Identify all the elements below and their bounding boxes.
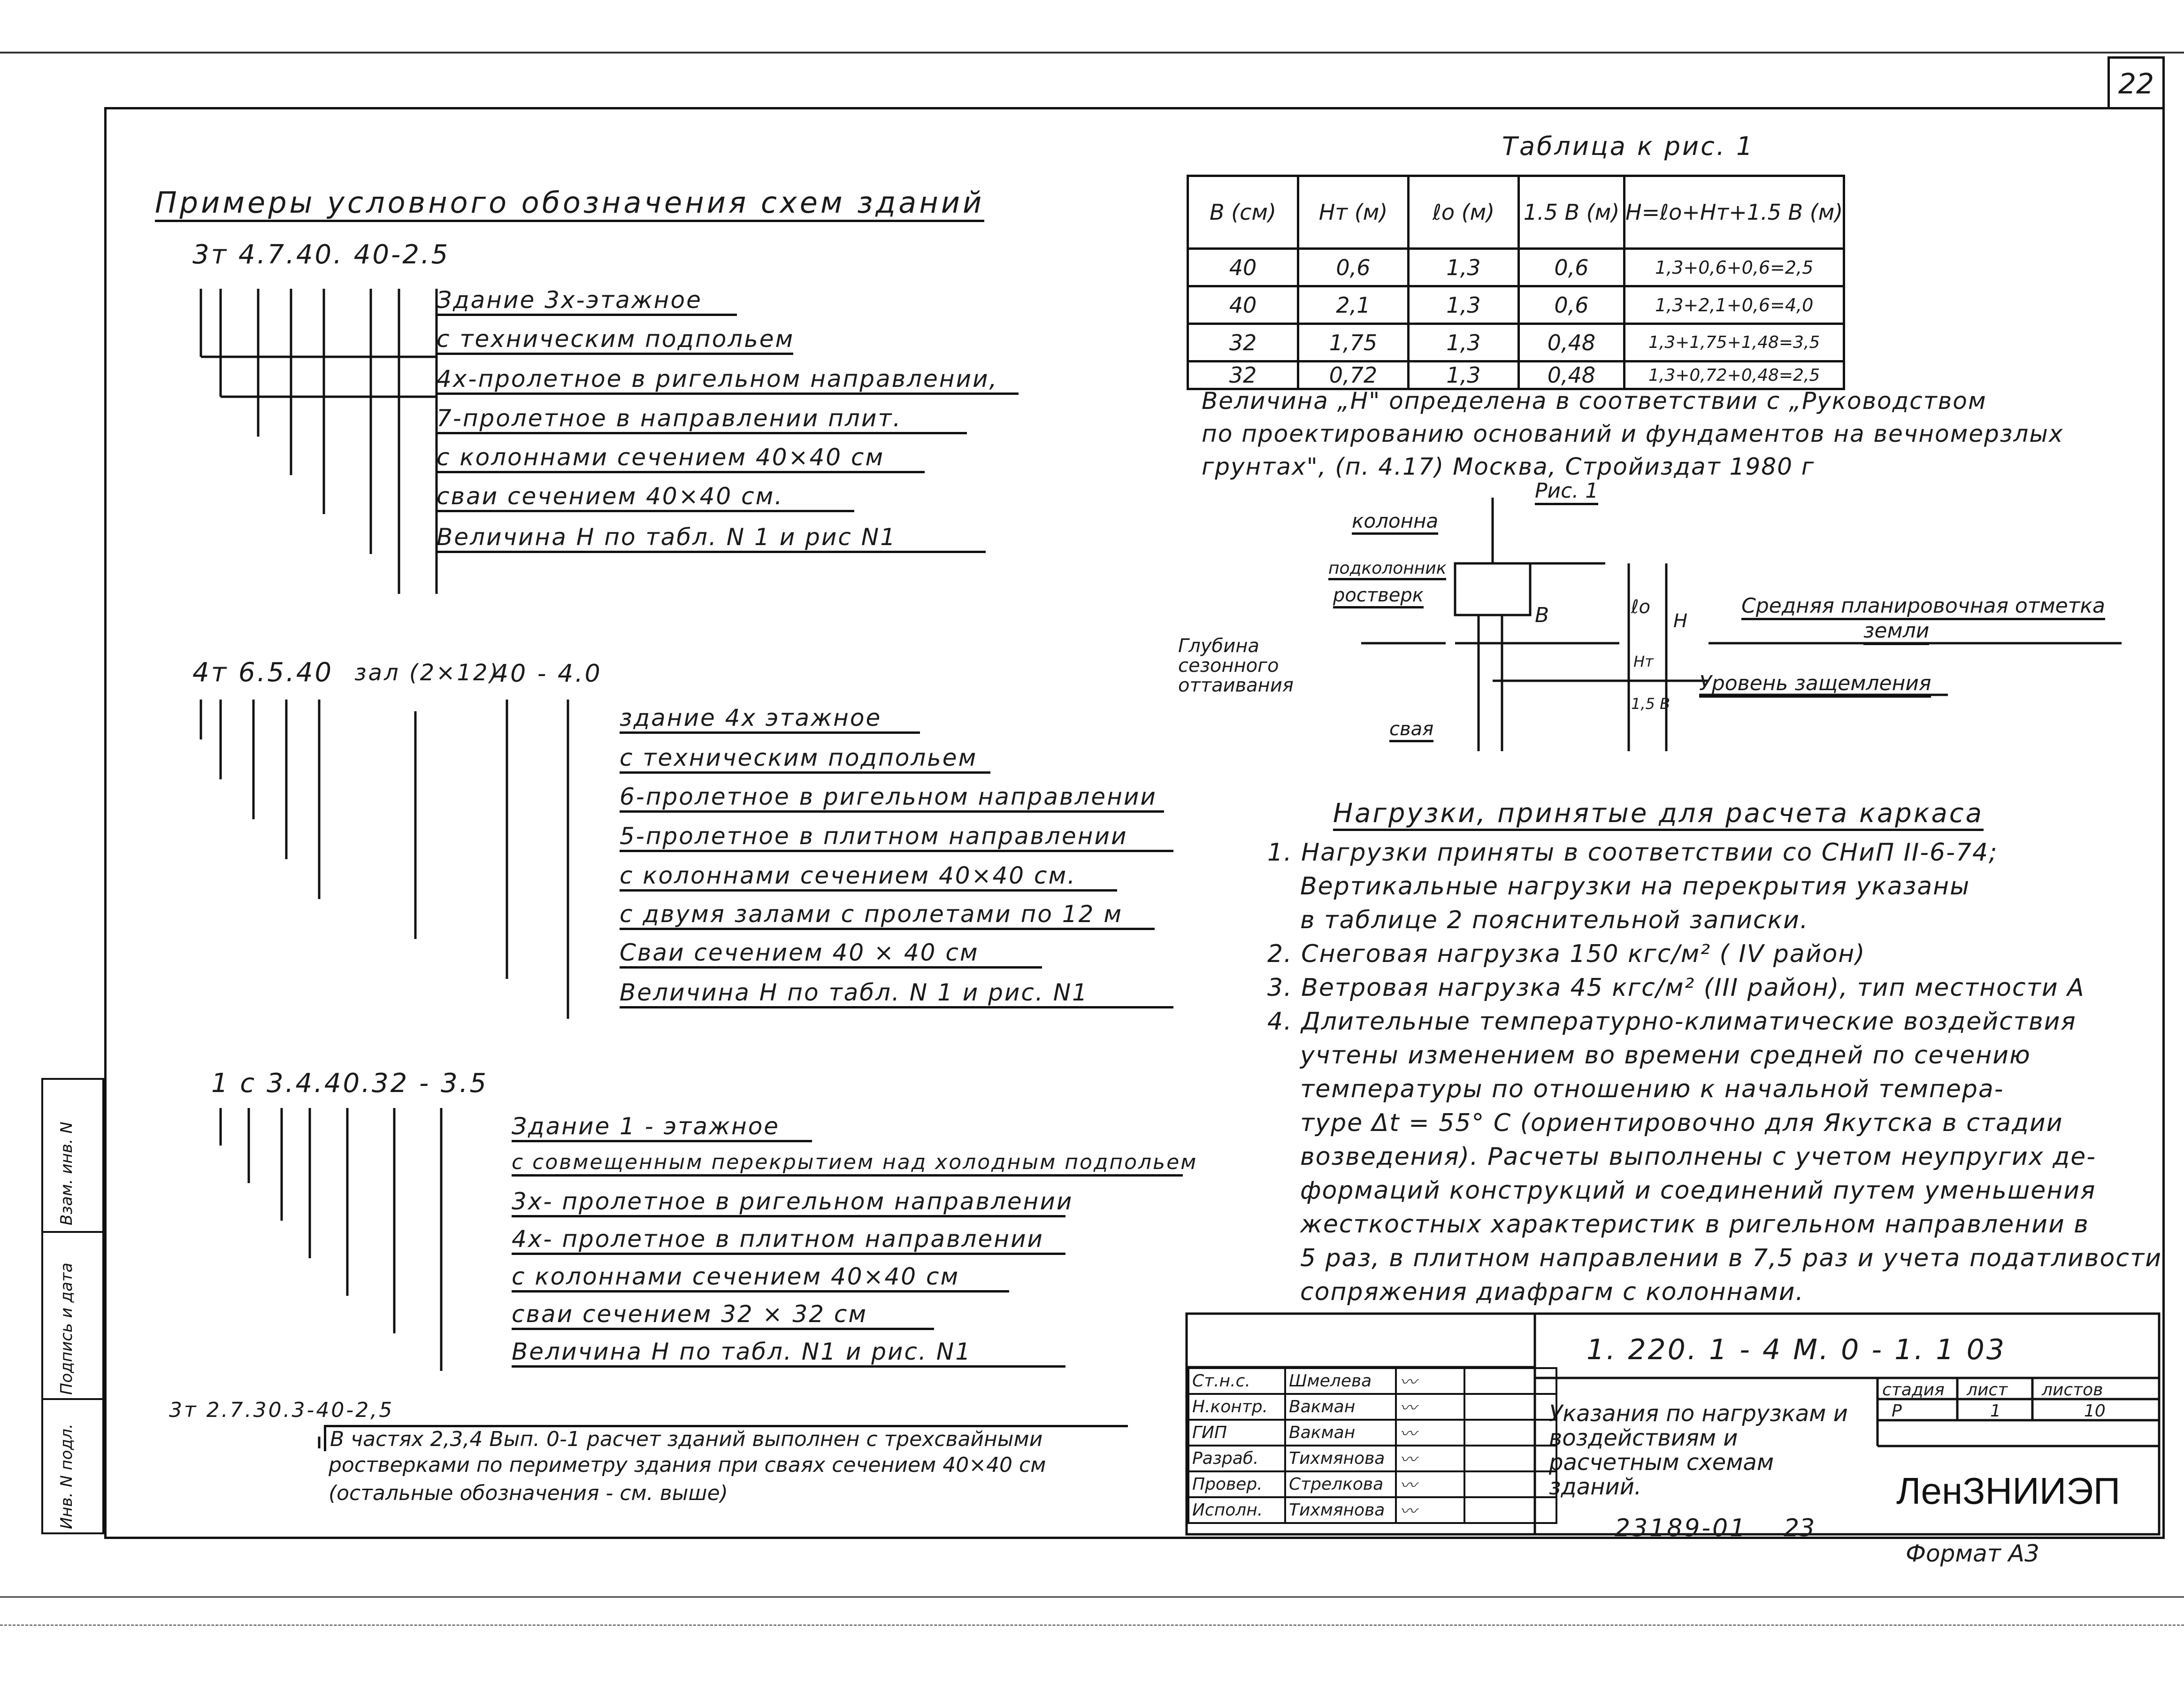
fig-lo: ℓо: [1631, 596, 1650, 618]
ex3-line-7: Величина Н по табл. N1 и рис. N1: [512, 1338, 1065, 1368]
data-table: [1187, 175, 1845, 390]
ex2-line-2: с техническим подпольем: [620, 744, 990, 774]
archive-page: 23: [1784, 1514, 1815, 1542]
ex2-line-8: Величина Н по табл. N 1 и рис. N1: [620, 979, 1173, 1008]
table-cell: 1,3+1,75+1,48=3,5: [1625, 324, 1844, 362]
table-header-lo: ℓо (м): [1409, 176, 1519, 249]
fig-h: Н: [1673, 610, 1688, 632]
signer-role: ГИП: [1188, 1420, 1285, 1446]
table-cell: 0,48: [1519, 324, 1625, 362]
table-title: Таблица к рис. 1: [1502, 131, 1755, 161]
fig-zemli: земли: [1863, 619, 1929, 645]
loads-item: формаций конструкций и соединений путем уменьшения: [1300, 1177, 2096, 1205]
fig-kolonna: колонна: [1352, 509, 1438, 535]
format-label: Формат А3: [1906, 1540, 2039, 1567]
ex3-code: 1 с 3.4.40.32 - 3.5: [211, 1068, 489, 1099]
signers-table: [1188, 1367, 1557, 1524]
ex2-line-3: 6-пролетное в ригельном направлении: [620, 783, 1164, 813]
table-header-b: В (см): [1188, 176, 1298, 249]
stamp-sheet-header: лист: [1967, 1380, 2008, 1400]
fig-b: В: [1535, 603, 1549, 627]
signature: 〰: [1396, 1497, 1464, 1523]
fig-15b: 1,5 В: [1631, 695, 1671, 713]
ex2-line-4: 5-пролетное в плитном направлении: [620, 823, 1173, 852]
table-cell: 0,48: [1519, 362, 1625, 389]
signer-name: Тихмянова: [1285, 1497, 1396, 1523]
ex4-code: 3т 2.7.30.3-40-2,5: [169, 1398, 394, 1422]
fig-glubina-3: оттаивания: [1178, 675, 1294, 696]
table-cell: 40: [1188, 286, 1298, 324]
date-cell: [1464, 1471, 1556, 1497]
table-cell: 32: [1188, 324, 1298, 362]
table-cell: 1,3: [1409, 249, 1519, 286]
table-cell: 0,72: [1298, 362, 1409, 389]
fig-rostverk: ростверк: [1333, 585, 1424, 608]
ex4-line-2: ростверками по периметру здания при сваях сечением 40×40 см: [329, 1453, 1046, 1477]
table-cell: 1,3: [1409, 286, 1519, 324]
loads-item: возведения). Расчеты выполнены с учетом неупругих де-: [1300, 1143, 2096, 1171]
table-cell: 1,3: [1409, 324, 1519, 362]
loads-item: туре Δt = 55° С (ориентировочно для Якутска в стадии: [1300, 1109, 2063, 1137]
signer-role: Н.контр.: [1188, 1394, 1285, 1420]
ex4-line-1: В частях 2,3,4 Вып. 0-1 расчет зданий выполнен с трехсвайными: [324, 1425, 1128, 1451]
table-cell: 0,6: [1519, 286, 1625, 324]
stamp-sheets-header: листов: [2042, 1380, 2103, 1400]
signer-name: Вакман: [1285, 1420, 1396, 1446]
stamp-sheet-no: 1: [1990, 1401, 2001, 1421]
ex3-line-4: 4х- пролетное в плитном направлении: [512, 1225, 1065, 1255]
signer-role: Провер.: [1188, 1471, 1285, 1497]
signer-name: Шмелева: [1285, 1368, 1396, 1394]
ex1-line-1: Здание 3х-этажное: [437, 286, 737, 316]
stamp-stage-header: стадия: [1882, 1380, 1945, 1400]
signer-row: [1188, 1368, 1556, 1394]
table-row: [1188, 324, 1844, 362]
side-vzam: Взам. инв. N: [57, 1122, 76, 1225]
signer-name: Тихмянова: [1285, 1446, 1396, 1471]
ex1-line-5: с колоннами сечением 40×40 см: [437, 444, 925, 473]
fig-podkolonnik: подколонник: [1328, 559, 1446, 580]
sheet-number: 22: [2107, 56, 2165, 109]
fig-glubina-2: сезонного: [1178, 655, 1279, 677]
signature: 〰: [1396, 1446, 1464, 1471]
ex3-line-1: Здание 1 - этажное: [512, 1113, 812, 1142]
stamp-sheets-total: 10: [2084, 1401, 2106, 1421]
loads-list: [1267, 836, 2162, 1309]
loads-title: Нагрузки, принятые для расчета каркаса: [1333, 798, 1984, 831]
fig-srednyaya: Средняя планировочная отметка: [1741, 594, 2105, 620]
loads-item: Вертикальные нагрузки на перекрытия указаны: [1300, 872, 1970, 900]
table-cell: 1,75: [1298, 324, 1409, 362]
examples-title: Примеры условного обозначения схем зданий: [155, 185, 984, 222]
ex4-line-3: (остальные обозначения - см. выше): [329, 1481, 728, 1505]
ex1-line-3: 4х-пролетное в ригельном направлении,: [437, 365, 1019, 395]
signer-row: [1188, 1394, 1556, 1420]
signature: 〰: [1396, 1420, 1464, 1446]
signer-row: [1188, 1497, 1556, 1523]
ex2-line-5: с колоннами сечением 40×40 см.: [620, 862, 1117, 892]
loads-item: 4. Длительные температурно-климатические воздействия: [1267, 1008, 2077, 1036]
signer-row: [1188, 1471, 1556, 1497]
ex3-line-2: с совмещенным перекрытием над холодным подпольем: [512, 1150, 1183, 1177]
archive-no: 23189-01: [1615, 1514, 1747, 1542]
ex1-line-4: 7-пролетное в направлении плит.: [437, 405, 967, 434]
ex1-line-6: сваи сечением 40×40 см.: [437, 483, 854, 512]
date-cell: [1464, 1497, 1556, 1523]
signer-row: [1188, 1446, 1556, 1471]
table-header-15b: 1.5 В (м): [1519, 176, 1625, 249]
loads-item: сопряжения диафрагм с колоннами.: [1300, 1278, 1804, 1306]
table-note-2: по проектированию оснований и фундаментов на вечномерзлых: [1202, 420, 2064, 447]
table-row: [1188, 249, 1844, 286]
ex3-line-5: с колоннами сечением 40×40 см: [512, 1263, 1009, 1293]
table-cell: 1,3+0,6+0,6=2,5: [1625, 249, 1844, 286]
table-header-h: Н=ℓо+Нт+1.5 В (м): [1625, 176, 1844, 249]
ex2-code-end: 40 - 4.0: [493, 660, 602, 688]
signer-role: Исполн.: [1188, 1497, 1285, 1523]
stamp-title: Указания по нагрузкам и воздействиям и расчетным схемам зданий.: [1549, 1400, 1848, 1500]
table-note-1: Величина „Н" определена в соответствии с „Руководством: [1202, 387, 1987, 415]
stamp-stage: Р: [1892, 1401, 1902, 1421]
side-inv: Инв. N подл.: [57, 1423, 76, 1529]
fig-ht: Нт: [1633, 653, 1654, 670]
signer-name: Стрелкова: [1285, 1471, 1396, 1497]
fig-glubina-1: Глубина: [1178, 635, 1259, 657]
loads-item: 5 раз, в плитном направлении в 7,5 раз и учета податливости: [1300, 1244, 2162, 1272]
table-cell: 1,3+2,1+0,6=4,0: [1625, 286, 1844, 324]
fig-caption: Рис. 1: [1535, 479, 1598, 505]
signer-role: Разраб.: [1188, 1446, 1285, 1471]
table-cell: 32: [1188, 362, 1298, 389]
ex1-line-2: с техническим подпольем: [437, 325, 793, 355]
table-cell: 40: [1188, 249, 1298, 286]
date-cell: [1464, 1420, 1556, 1446]
loads-item: учтены изменением во времени средней по сечению: [1300, 1041, 2031, 1069]
table-cell: 0,6: [1519, 249, 1625, 286]
ex2-line-7: Сваи сечением 40 × 40 см: [620, 939, 1042, 969]
fig-svaya: свая: [1389, 718, 1433, 742]
signer-name: Вакман: [1285, 1394, 1396, 1420]
loads-item: температуры по отношению к начальной темпера-: [1300, 1075, 2004, 1103]
table-header-row: [1188, 176, 1844, 249]
fig-uroven: Уровень защемления: [1699, 671, 1931, 698]
loads-item: 2. Снеговая нагрузка 150 кгс/м² ( IV район): [1267, 940, 1866, 968]
table-cell: 0,6: [1298, 249, 1409, 286]
table-note-3: грунтах", (п. 4.17) Москва, Стройиздат 1980 г: [1202, 453, 1815, 480]
date-cell: [1464, 1394, 1556, 1420]
ex3-line-3: 3х- пролетное в ригельном направлении: [512, 1188, 1065, 1217]
ex2-code-mid: зал (2×12): [354, 660, 500, 686]
table-header-ht: Нт (м): [1298, 176, 1409, 249]
loads-item: жесткостных характеристик в ригельном направлении в: [1300, 1210, 2089, 1239]
ex2-line-6: с двумя залами с пролетами по 12 м: [620, 900, 1155, 930]
loads-item: 1. Нагрузки приняты в соответствии со СНиП II-6-74;: [1267, 839, 1998, 867]
signature: 〰: [1396, 1394, 1464, 1420]
ex2-line-1: здание 4х этажное: [620, 704, 920, 734]
signature: 〰: [1396, 1368, 1464, 1394]
stamp-org: ЛенЗНИИЭП: [1896, 1470, 2121, 1512]
ex3-line-6: сваи сечением 32 × 32 см: [512, 1300, 934, 1330]
fig-glubina: [1178, 636, 1294, 695]
table-cell: 2,1: [1298, 286, 1409, 324]
date-cell: [1464, 1368, 1556, 1394]
ex2-code: 4т 6.5.40: [192, 657, 334, 688]
table-cell: 1,3: [1409, 362, 1519, 389]
signer-role: Ст.н.с.: [1188, 1368, 1285, 1394]
signature: 〰: [1396, 1471, 1464, 1497]
side-podpis: Подпись и дата: [57, 1262, 76, 1395]
loads-item: в таблице 2 пояснительной записки.: [1300, 906, 1809, 934]
signer-row: [1188, 1420, 1556, 1446]
ex1-line-7: Величина Н по табл. N 1 и рис N1: [437, 523, 986, 553]
loads-item: 3. Ветровая нагрузка 45 кгс/м² (III район), тип местности А: [1267, 974, 2085, 1002]
stamp-code: 1. 220. 1 - 4 M. 0 - 1. 1 03: [1586, 1333, 2006, 1366]
table-row: [1188, 286, 1844, 324]
table-cell: 1,3+0,72+0,48=2,5: [1625, 362, 1844, 389]
date-cell: [1464, 1446, 1556, 1471]
table-row: [1188, 362, 1844, 389]
ex1-code: 3т 4.7.40. 40-2.5: [192, 239, 450, 270]
